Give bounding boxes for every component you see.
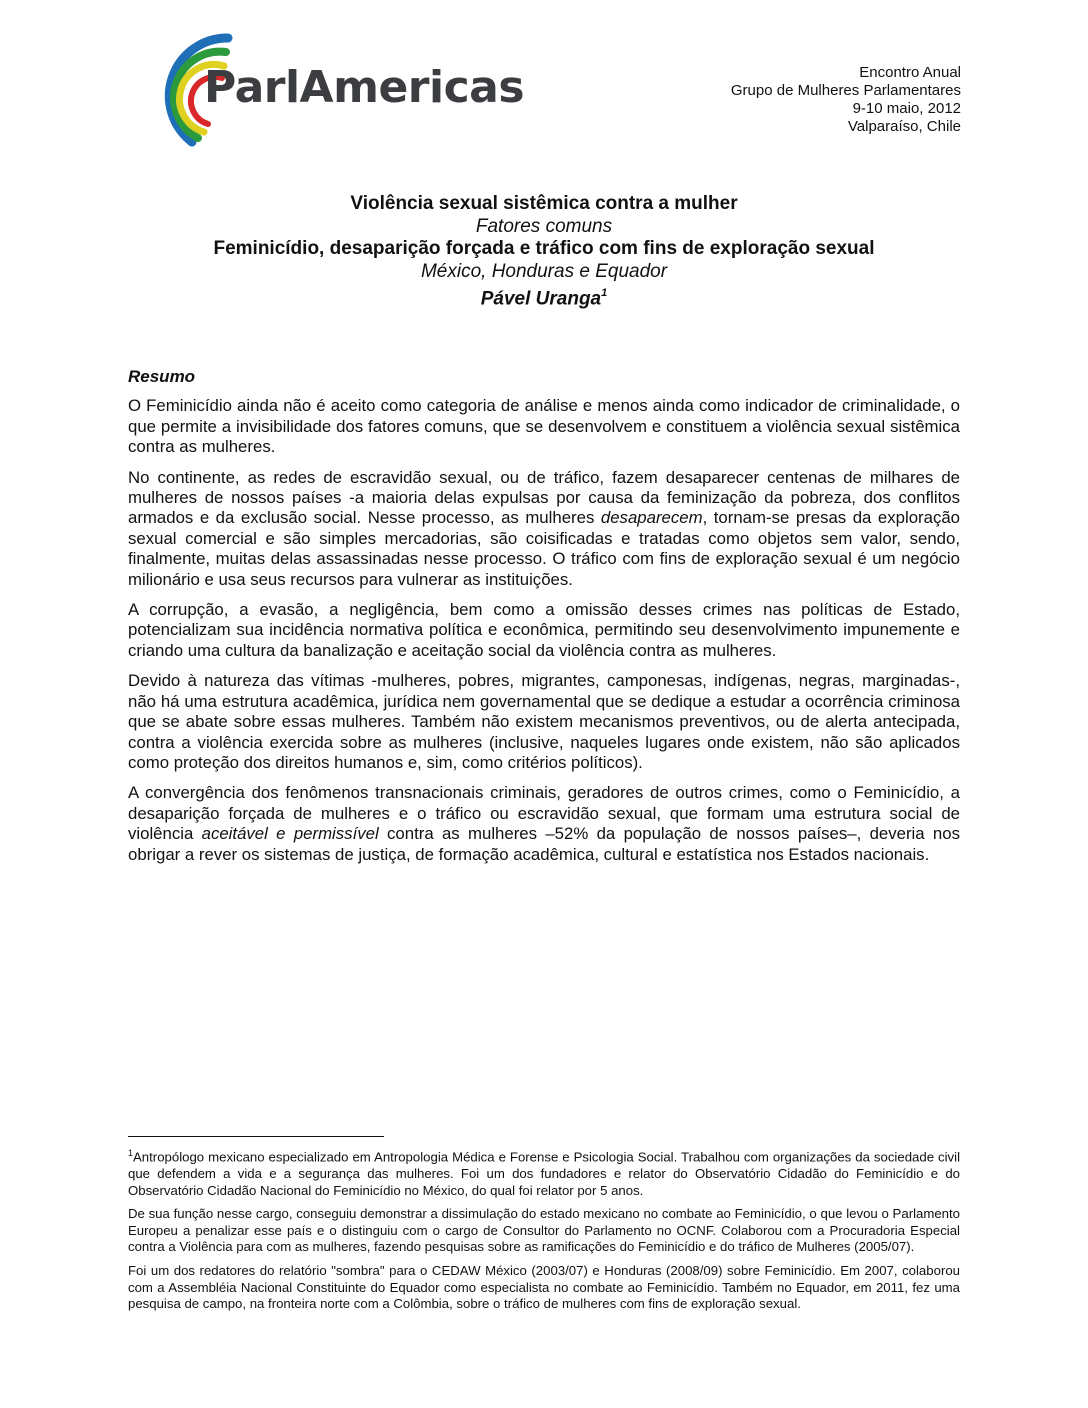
document-body (128, 367, 960, 875)
event-group: Grupo de Mulheres Parlamentares (730, 82, 961, 99)
paragraph-5-emphasis: aceitável e permissível (201, 824, 379, 844)
logo-wordmark: ParlAmericas (204, 62, 525, 113)
event-name: Encontro Anual (859, 64, 961, 81)
paragraph-2-part-a: No continente, as redes de escravidão sexual, ou de tráfico, fazem desaparecer centenas de milhares de mulheres de nossos países -a maioria delas expulsas por causa da feminização da pobreza, dos conflitos armados e da exclusão social. Nesse processo, as mulheres (128, 467, 960, 528)
footnotes (128, 1145, 960, 1320)
footnote-1-continued-a: De sua função nesse cargo, conseguiu demonstrar a dissimulação do estado mexicano no combate ao Feminicídio, o que levou o Parlamento Europeu a penalizar esse país e o distinguiu com o cargo de Consultor do Parlamento no OCNF. Colaborou com a Procuradoria Especial contra a Violência para com as mulheres, fazendo pesquisas sobre as ramificações do Feminicídio e do tráfico de Mulheres (2005/07). (128, 1206, 960, 1255)
document-title-block (0, 193, 1088, 311)
footnote-1-text: Antropólogo mexicano especializado em Antropologia Médica e Forense e Psicologia Social. Trabalhou com organizações da sociedade civil que defendem a vida e a segurança das mulheres. Foi um dos fundadores e relator do Observatório Cidadão do Feminicídio e do Observatório Cidadão Nacional do Feminicídio no México, do qual foi relator por 5 anos. (128, 1149, 960, 1198)
paragraph-4: Devido à natureza das vítimas -mulheres, pobres, migrantes, camponesas, indígenas, negras, marginadas-, não há uma estrutura acadêmica, jurídica nem governamental que se dedique a estudar a ocorrência criminosa que se abate sobre essas mulheres. Também não existem mecanismos preventivos, ou de alerta antecipada, contra a violência exercida sobre as mulheres (inclusive, naqueles lugares onde existem, não são aplicados como proteção dos direitos humanos e, sim, como critérios políticos). (128, 671, 960, 772)
parlamericas-logo (140, 22, 600, 152)
paragraph-5 (128, 783, 960, 865)
paragraph-3: A corrupção, a evasão, a negligência, bem como a omissão desses crimes nas políticas de Estado, potencializam sua incidência normativa política e econômica, permitindo seu desenvolvimento impunemente e criando uma cultura da banalização e aceitação social da violência contra as mulheres. (128, 600, 960, 660)
document-title: Violência sexual sistêmica contra a mulher (350, 193, 738, 214)
paragraph-2 (128, 468, 960, 590)
section-heading: Resumo (128, 367, 196, 386)
document-countries: México, Honduras e Equador (420, 260, 668, 282)
footnote-divider (128, 1136, 384, 1137)
event-location: Valparaíso, Chile (847, 118, 961, 135)
event-info (731, 64, 961, 136)
document-subtitle: Fatores comuns (475, 215, 613, 237)
footnote-1 (128, 1145, 960, 1199)
paragraph-1: O Feminicídio ainda não é aceito como categoria de análise e menos ainda como indicador de criminalidade, o que permite a invisibilidade dos fatores comuns, que se desenvolvem e constituem a violência sexual sistêmica contra as mulheres. (128, 396, 960, 457)
footnote-1-continued-b: Foi um dos redatores do relatório "sombra" para o CEDAW México (2003/07) e Honduras (2008/09) sobre Feminicídio. Em 2007, colaborou com a Assembléia Nacional Constituinte do Equador como especialista no combate ao Feminicídio. Também no Equador, em 2011, fez uma pesquisa de campo, na fronteira norte com a Colômbia, sobre o tráfico de mulheres com fins de exploração sexual. (128, 1262, 960, 1312)
author-name: Pável Uranga (480, 288, 602, 310)
paragraph-5-part-b: contra as mulheres –52% da população de nossos países–, deveria nos obrigar a rever os sistemas de justiça, de formação acadêmica, cultural e estatística nos Estados nacionais. (128, 824, 960, 864)
paragraph-2-part-b: , tornam-se presas da exploração sexual comercial e são simples mercadorias, são coisificadas e tratadas como objetos sem valor, sendo, finalmente, muitas delas assassinadas nesse processo. O tráfico com fins de exploração sexual é um negócio milionário e usa seus recursos para vulnerar as instituições. (128, 508, 961, 589)
document-author (0, 283, 1088, 311)
footnote-number: 1 (128, 1148, 134, 1158)
document-title-2: Feminicídio, desaparição forçada e tráfico com fins de exploração sexual (213, 238, 875, 259)
event-date: 9-10 maio, 2012 (852, 100, 961, 117)
author-footnote-ref[interactable]: 1 (601, 287, 608, 299)
paragraph-2-emphasis: desaparecem (600, 508, 703, 528)
paragraph-5-part-a: A convergência dos fenômenos transnacionais criminais, geradores de outros crimes, como o Feminicídio, a desaparição forçada de mulheres e o tráfico ou escravidão sexual, que formam uma estrutura social de violência (128, 783, 960, 844)
